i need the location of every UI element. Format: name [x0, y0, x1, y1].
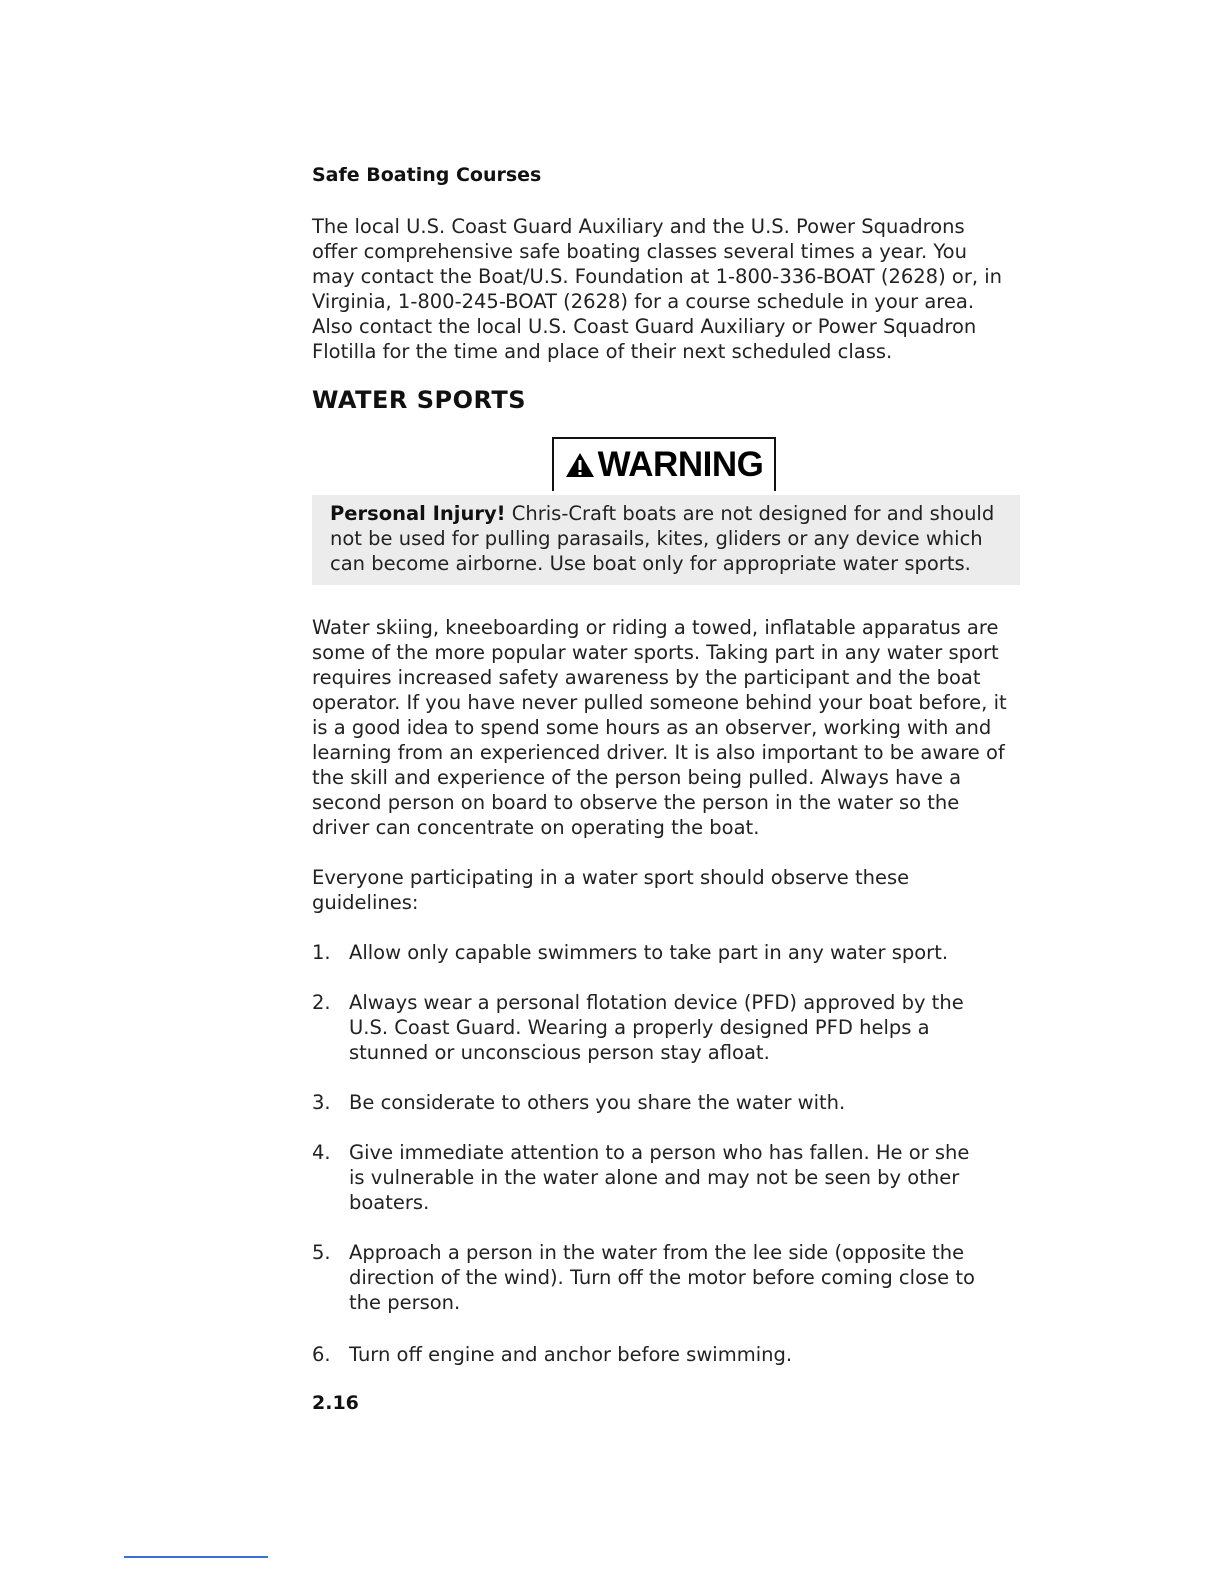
list-number: 4.: [312, 1141, 331, 1164]
water-sports-heading: WATER SPORTS: [312, 386, 527, 414]
warning-label: [552, 437, 776, 491]
list-number: 6.: [312, 1343, 331, 1366]
water-sports-paragraph: Water skiing, kneeboarding or riding a towed, inflatable apparatus are some of the more popular water sports. Taking part in any water sport requires increased safety awareness by the participant and the boat operator. If you have never pulled someone behind your boat before, it is a good idea to spend some hours as an observer, working with and learning from an experienced driver. It is also important to be aware of the skill and experience of the person being pulled. Always have a second person on board to observe the person in the water so the driver can concentrate on operating the boat.: [312, 616, 1007, 839]
list-number: 3.: [312, 1091, 331, 1114]
warning-message: [330, 501, 1002, 576]
safe-boating-courses-paragraph: The local U.S. Coast Guard Auxiliary and the U.S. Power Squadrons offer comprehensive safe boating classes several times a year. You may contact the Boat/U.S. Foundation at 1-800-336-BOAT (2628) or, in Virginia, 1-800-245-BOAT (2628) for a course schedule in your area. Also contact the local U.S. Coast Guard Auxiliary or Power Squadron Flotilla for the time and place of their next scheduled class.: [312, 215, 1003, 363]
list-text: Approach a person in the water from the lee side (opposite the direction of the wind). Turn off the motor before coming close to the person.: [349, 1241, 975, 1314]
warning-lead: Personal Injury!: [330, 502, 506, 525]
page-number: 2.16: [312, 1392, 359, 1414]
list-number: 5.: [312, 1241, 331, 1264]
list-text: Be considerate to others you share the water with.: [349, 1091, 846, 1114]
warning-box: [312, 495, 1020, 585]
warning-label-text: WARNING: [597, 445, 764, 484]
guidelines-intro: Everyone participating in a water sport should observe these guidelines:: [312, 866, 910, 914]
list-text: Allow only capable swimmers to take part in any water sport.: [349, 941, 949, 964]
warning-body: Chris-Craft boats are not designed for and should not be used for pulling parasails, kites, gliders or any device which can become airborne. Use boat only for appropriate water sports.: [330, 502, 995, 575]
warning-triangle-icon: [565, 452, 595, 478]
list-number: 2.: [312, 991, 331, 1014]
safe-boating-courses-heading: Safe Boating Courses: [312, 164, 542, 186]
list-text: Turn off engine and anchor before swimming.: [349, 1343, 793, 1366]
list-text: Always wear a personal flotation device (PFD) approved by the U.S. Coast Guard. Wearing a properly designed PFD helps a stunned or unconscious person stay afloat.: [349, 991, 964, 1064]
list-number: 1.: [312, 941, 331, 964]
list-text: Give immediate attention to a person who has fallen. He or she is vulnerable in the water alone and may not be seen by other boaters.: [349, 1141, 970, 1214]
footer-rule: [124, 1556, 268, 1558]
